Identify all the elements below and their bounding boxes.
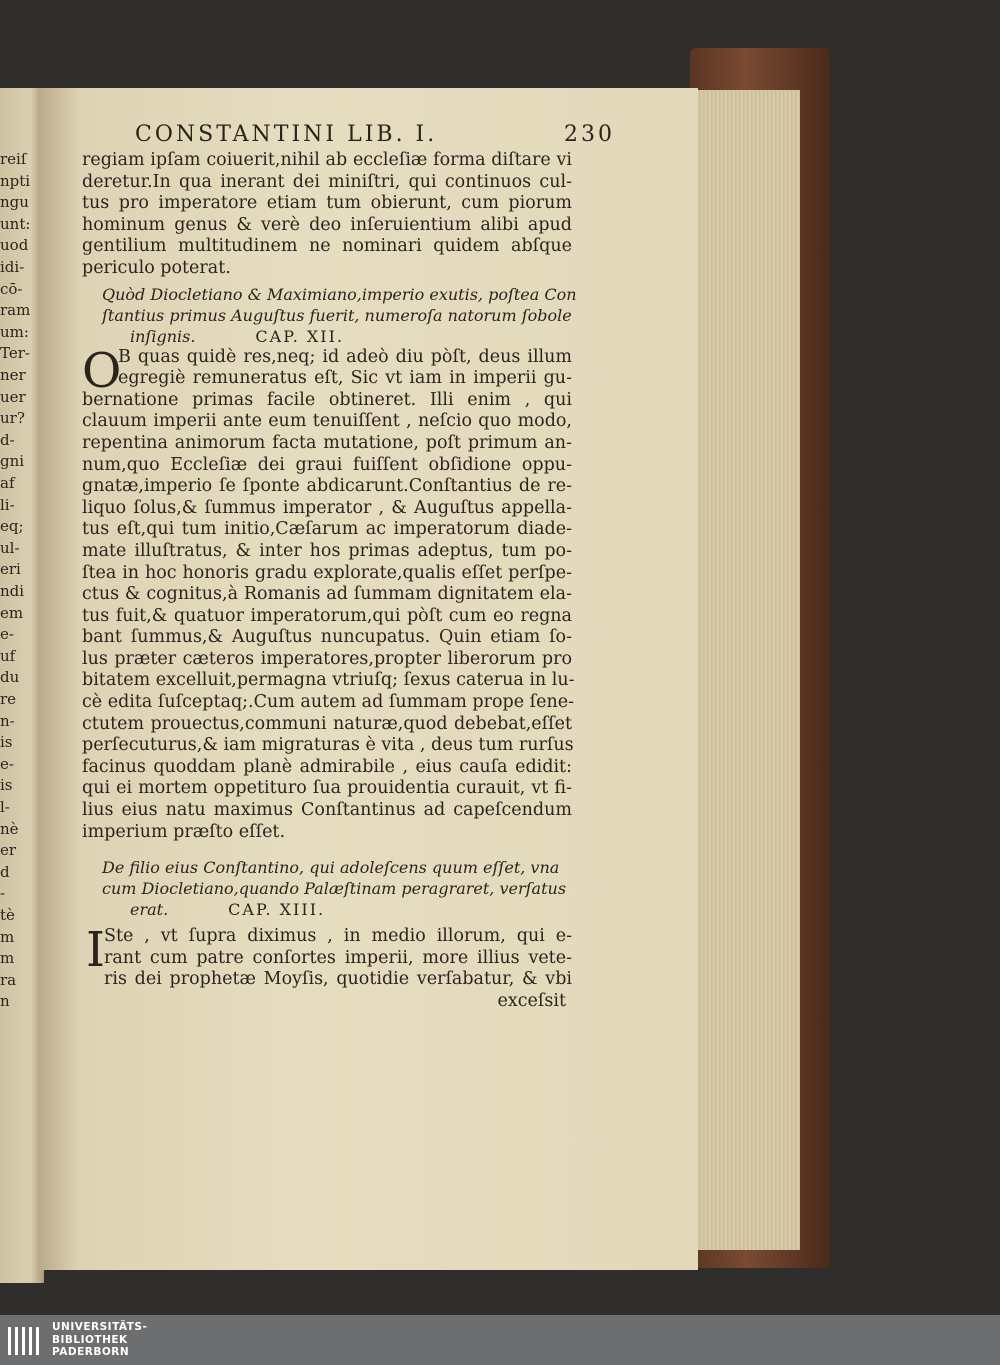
text-line: qui ei mortem oppetituro ſua prouidentia curauit, vt fi-: [82, 778, 572, 799]
left-page-fragment: eq;: [0, 517, 24, 536]
heading-line: [82, 326, 572, 347]
running-head: [135, 122, 615, 147]
chapter-12-heading: [82, 284, 577, 347]
left-page-fragment: is: [0, 733, 13, 752]
left-page-fragment: du: [0, 668, 20, 687]
text-line: rant cum patre conſortes imperii, more illius vete-: [104, 947, 572, 968]
left-page-fragment: e-: [0, 754, 14, 773]
left-page-fragment: uf: [0, 646, 16, 665]
heading-line-text: erat.: [130, 900, 169, 920]
text-line: liquo ſolus,& ſummus imperator , & Auguſtus appella-: [82, 497, 572, 518]
left-page-fragment: l-: [0, 798, 10, 816]
text-line: bant ſummus,& Auguſtus nuncupatus. Quin etiam ſo-: [82, 627, 572, 648]
left-page-fragment: ul-: [0, 538, 20, 557]
text-line: num,quo Eccleſiæ dei graui fuiſſent obſidione oppu-: [82, 454, 572, 475]
chapter-12-paragraph: [82, 342, 575, 844]
left-page-fragment: e-: [0, 625, 14, 644]
left-page-fragment: m: [0, 949, 15, 968]
left-page-fragment: d: [0, 862, 10, 881]
heading-line-text: inſignis.: [130, 326, 196, 346]
left-page-fragment: d-: [0, 430, 15, 449]
left-page-fragment: idi-: [0, 258, 25, 276]
left-page-fragment: uod: [0, 236, 29, 255]
left-page-fragment: af: [0, 474, 15, 492]
left-page-fragment: gni: [0, 452, 25, 471]
text-line: ctutem prouectus,communi naturæ,quod debebat,eſſet: [82, 713, 572, 734]
left-page-fragment: reiſ: [0, 150, 27, 168]
text-line: perſecuturus,& iam migraturas è vita , deus tum rurſus: [82, 735, 574, 756]
text-line: clauum imperii ante eum tenuiſſent , neſcio quo modo,: [82, 411, 572, 432]
left-page-fragment: ner: [0, 366, 26, 384]
catchword: exceſsit: [497, 991, 566, 1011]
left-page-fragment: npti: [0, 171, 31, 190]
library-footer: [0, 1315, 1000, 1365]
left-facing-page: [0, 88, 44, 1283]
left-page-fragment: m: [0, 927, 15, 946]
text-line: gentilium multitudinem ne nominari quidem abſque: [82, 236, 572, 257]
left-page-fragment: n-: [0, 711, 15, 730]
text-line: deretur.In qua inerant dei miniſtri, qui continuos cul-: [82, 171, 572, 192]
library-name-line: BIBLIOTHEK: [52, 1333, 128, 1346]
chapter-13-heading: [82, 857, 572, 920]
text-line: lus præter cæteros imperatores,propter liberorum pro: [82, 648, 572, 669]
heading-line: ſtantius primus Auguſtus fuerit, numeroſa natorum ſobole: [102, 305, 572, 325]
heading-line: Quòd Diocletiano & Maximiano,imperio exutis, poſtea Con: [102, 284, 577, 304]
left-page-fragment: ur?: [0, 409, 25, 428]
left-page-fragment: unt:: [0, 214, 31, 233]
paragraph-1: [82, 150, 572, 280]
text-line: Ste , vt ſupra diximus , in medio illorum, qui e-: [104, 926, 572, 947]
library-name: [52, 1321, 147, 1359]
left-page-fragment: ram: [0, 301, 31, 320]
library-logo-icon: [6, 1323, 42, 1359]
library-name-line: UNIVERSITÄTS-: [52, 1321, 148, 1333]
spacer: [82, 843, 572, 857]
text-line: tus eſt,qui tum initio,Cæſarum ac imperatorum diade-: [82, 519, 572, 540]
right-page: [40, 88, 698, 1270]
left-page-fragment: re: [0, 690, 17, 708]
left-page-fragment: -: [0, 884, 6, 903]
page-edges: [690, 90, 800, 1250]
left-page-fragment: ngu: [0, 193, 29, 212]
heading-line: De filio eius Conſtantino, qui adoleſcens quum eſſet, vna: [102, 858, 560, 878]
left-page-fragment: em: [0, 603, 24, 622]
text-line: bitatem excelluit,permagna vtriuſq; ſexus caterua in lu-: [82, 670, 575, 691]
body-text: [82, 150, 577, 1013]
text-line: tus pro imperatore etiam tum obierunt, cum piorum: [82, 193, 572, 214]
text-line: gnatæ,imperio ſe ſponte abdicarunt.Conſtantius de re-: [82, 476, 572, 497]
text-line: repentina animorum facta mutatione, poſt primum an-: [82, 432, 572, 453]
drop-cap: O: [82, 342, 122, 399]
text-line: mate illuſtratus, & inter hos primas adeptus, tum po-: [82, 540, 572, 561]
left-page-fragment: n: [0, 992, 10, 1011]
heading-line: cum Diocletiano,quando Palæſtinam peragraret, verſatus: [102, 879, 567, 899]
heading-line: [82, 899, 572, 920]
text-line: lius eius natu maximus Conſtantinus ad capeſcendum: [82, 800, 572, 821]
left-page-fragment: ndi: [0, 582, 25, 600]
left-page-fragment: Ter-: [0, 344, 30, 363]
text-line: facinus quoddam planè admirabile , eius cauſa edidit:: [82, 756, 572, 777]
text-line: bernatione primas facile obtineret. Illi enim , qui: [82, 389, 572, 410]
text-line: imperium præſto eſſet.: [82, 821, 286, 842]
drop-cap: I: [86, 922, 105, 979]
left-page-fragment: um:: [0, 322, 29, 341]
left-page-fragment: eri: [0, 560, 21, 579]
text-line: egregiè remuneratus eſt, Sic vt iam in imperii gu-: [118, 368, 572, 389]
left-page-fragment: ra: [0, 970, 17, 989]
chapter-13-label: CAP. XIII.: [228, 900, 326, 920]
page-number: 230: [564, 122, 615, 147]
text-line: periculo poterat.: [82, 257, 231, 278]
left-page-fragment: tè: [0, 906, 15, 924]
left-page-fragment: er: [0, 841, 17, 860]
left-page-fragment: li-: [0, 495, 15, 514]
left-page-fragment: is: [0, 776, 13, 795]
text-line: hominum genus & verè deo inſeruientium alibi apud: [82, 214, 572, 235]
text-line: ris dei prophetæ Moyſis, quotidie verſabatur, & vbi: [104, 969, 572, 990]
left-page-fragment: uer: [0, 387, 26, 406]
text-line: ſtea in hoc honoris gradu explorate,qualis eſſet perſpe-: [82, 562, 572, 583]
text-line: ctus & cognitus,à Romanis ad ſummam dignitatem ela-: [82, 584, 572, 605]
library-name-line: PADERBORN: [52, 1346, 130, 1358]
running-head-title: CONSTANTINI LIB. I.: [135, 122, 438, 147]
left-page-fragment: nè: [0, 819, 19, 838]
left-page-fragment: cō-: [0, 279, 23, 298]
text-line: tus fuit,& quatuor imperatorum,qui pòſt cum eo regna: [82, 605, 572, 626]
text-line: cè edita ſuſceptaq;.Cum autem ad ſummam prope ſene-: [82, 692, 575, 713]
text-line: regiam ipſam coiuerit,nihil ab eccleſiæ forma diſtare vi: [82, 150, 572, 170]
chapter-13-paragraph: [82, 922, 572, 991]
chapter-12-label: CAP. XII.: [255, 326, 345, 346]
text-line: B quas quidè res,neq; id adeò diu pòſt, deus illum: [118, 346, 572, 367]
